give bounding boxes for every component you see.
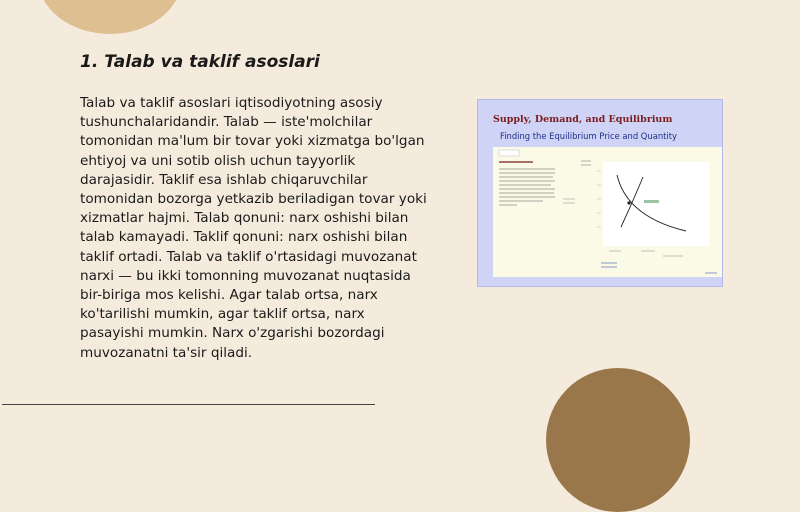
decorative-circle-bottom: [546, 368, 690, 512]
thumbnail-subtitle: Finding the Equilibrium Price and Quantity: [500, 131, 677, 141]
slide-body-text: Talab va taklif asoslari iqtisodiyotning asosiy tushunchalaridandir. Talab — iste'molchilar tomonidan ma'lum bir tovar yoki xizmatga bo'lgan ehtiyoj va uni sotib olish uchun tayyorlik darajasidir. Taklif esa ishlab chiqaruvchilar tomonidan bozorga yetkazib beriladigan tovar yoki xizmatlar hajmi. Talab qonuni: narx oshishi bilan talab kamayadi. Taklif qonuni: narx oshishi bilan taklif ortadi. Talab va taklif o'rtasidagi muvozanat narxi — bu ikki tomonning muvozanat nuqtasida bir-biriga mos kelishi. Agar talab ortsa, narx ko'tarilishi mumkin, agar taklif ortsa, narx pasayishi mumkin. Narx o'zgarishi bozordagi muvozanatni ta'sir qiladi.: [80, 95, 427, 361]
thumbnail-panel: [493, 147, 722, 277]
thumbnail-title: Supply, Demand, and Equilibrium: [493, 114, 673, 125]
horizontal-divider: [2, 404, 375, 405]
supply-demand-graph: [493, 147, 722, 277]
slide-title: 1. Talab va taklif asoslari: [80, 52, 320, 72]
supply-demand-thumbnail: [477, 99, 723, 287]
decorative-circle-top: [38, 0, 182, 34]
